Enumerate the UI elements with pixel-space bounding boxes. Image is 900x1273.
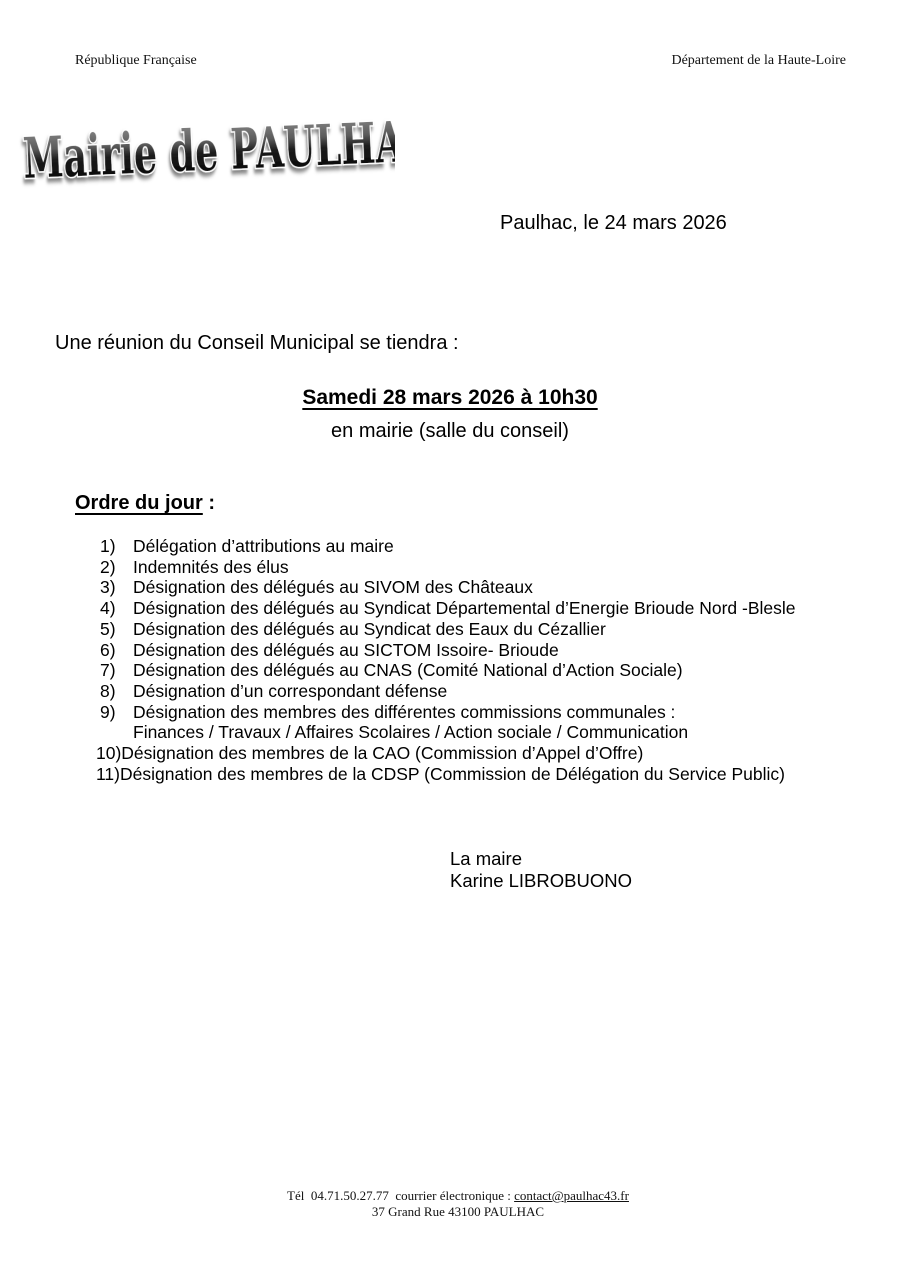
agenda-item (96, 536, 795, 557)
intro-text: Une réunion du Conseil Municipal se tiendra : (55, 332, 459, 354)
agenda-item (96, 660, 795, 681)
agenda-item-number: 1) (100, 536, 116, 556)
agenda-item-text: Désignation des membres de la CAO (Commission d’Appel d’Offre) (121, 743, 644, 764)
agenda-heading-colon: : (202, 492, 216, 514)
agenda-item-text: Désignation des délégués au SIVOM des Châteaux (133, 577, 533, 598)
agenda-item (96, 640, 795, 661)
agenda-item (96, 702, 795, 723)
dateline: Paulhac, le 24 mars 2026 (500, 212, 727, 234)
agenda-item-number: 8) (100, 680, 116, 701)
agenda-item-text: Désignation des membres des différentes commissions communales : (133, 701, 676, 722)
signature-name: Karine LIBROBUONO (450, 869, 632, 891)
agenda-heading (75, 492, 215, 515)
agenda-item (96, 743, 795, 764)
meeting-title-text: Samedi 28 mars 2026 à 10h30 (302, 386, 598, 409)
agenda-item-text: Désignation des délégués au Syndicat des Eaux du Cézallier (133, 618, 606, 639)
signature-block (450, 848, 632, 891)
agenda-item (96, 557, 795, 578)
agenda-item (96, 577, 795, 598)
header-right: Département de la Haute-Loire (671, 53, 846, 68)
agenda-list (96, 536, 795, 784)
agenda-item-number: 6) (100, 639, 116, 660)
agenda-heading-text: Ordre du jour (75, 492, 203, 514)
signature-role: La maire (450, 848, 522, 869)
agenda-item-text: Finances / Travaux / Affaires Scolaires / Action sociale / Communication (133, 722, 689, 743)
agenda-item-text: Désignation des délégués au CNAS (Comité National d’Action Sociale) (133, 660, 683, 681)
footer-email-link[interactable]: contact@paulhac43.fr (514, 1188, 629, 1203)
agenda-item-number: 5) (100, 618, 116, 639)
meeting-title (0, 386, 900, 410)
page-footer (16, 1188, 900, 1220)
agenda-item (96, 681, 795, 702)
footer-contact-line (16, 1188, 900, 1204)
agenda-item (96, 619, 795, 640)
agenda-item (96, 598, 795, 619)
agenda-item-number: 4) (100, 598, 116, 619)
agenda-item-text: Désignation des délégués au SICTOM Issoire- Brioude (133, 639, 559, 660)
agenda-item-number: 10) (96, 743, 122, 764)
header-left: République Française (75, 53, 197, 68)
agenda-item-text: Désignation des délégués au Syndicat Départemental d’Energie Brioude Nord -Blesle (133, 598, 796, 619)
agenda-item-text: Délégation d’attributions au maire (133, 536, 394, 556)
footer-address-line: 37 Grand Rue 43100 PAULHAC (371, 1204, 545, 1219)
agenda-item-number (96, 722, 115, 743)
footer-contact-text: Tél 04.71.50.27.77 courrier électronique : (287, 1188, 515, 1203)
agenda-item-number: 2) (100, 556, 116, 577)
agenda-item (96, 764, 795, 785)
meeting-subtitle: en mairie (salle du conseil) (331, 420, 569, 442)
agenda-item-text: Indemnités des élus (133, 556, 289, 577)
logo-wordart (10, 96, 395, 201)
agenda-item-text: Désignation des membres de la CDSP (Commission de Délégation du Service Public) (120, 763, 785, 784)
agenda-item-number: 3) (100, 577, 116, 598)
logo-text: Mairie de PAULHAC (21, 109, 395, 193)
agenda-item-number: 11) (96, 763, 120, 784)
agenda-item-number: 7) (100, 660, 116, 681)
agenda-item (96, 722, 795, 743)
agenda-item-number: 9) (100, 701, 116, 722)
agenda-item-text: Désignation d’un correspondant défense (133, 680, 448, 701)
logo-wordart-svg (10, 96, 395, 196)
